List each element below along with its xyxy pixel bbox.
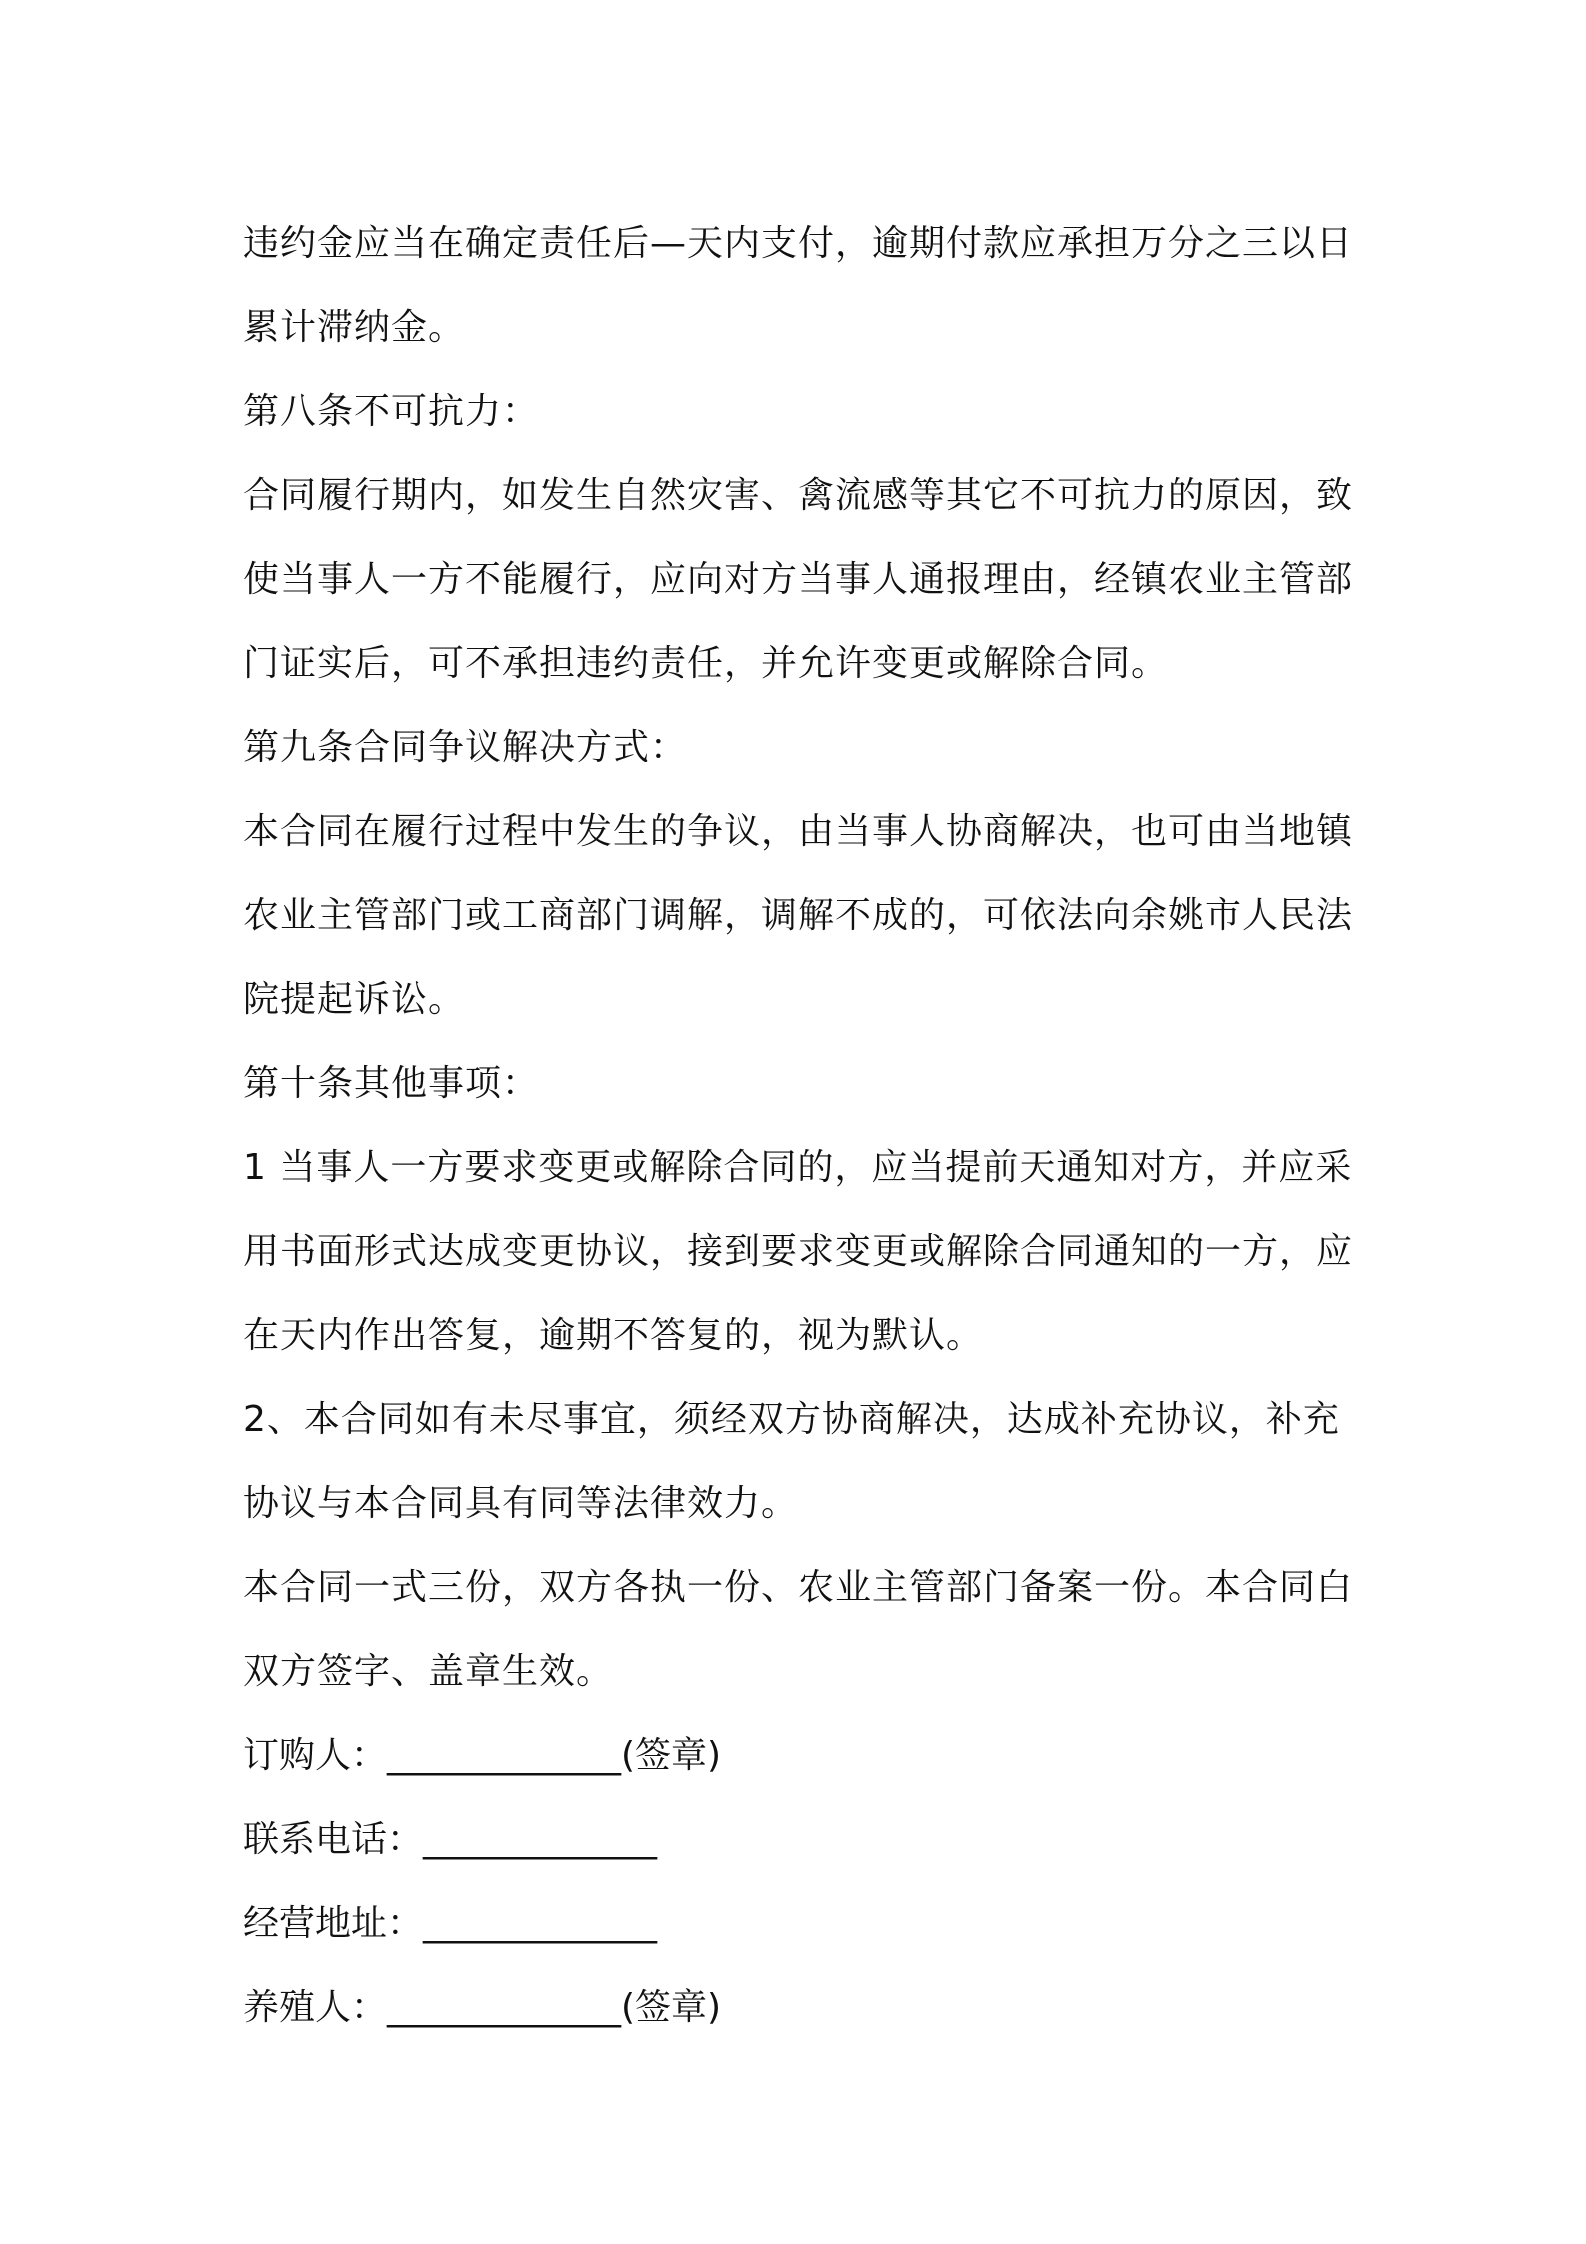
text-line: 用书面形式达成变更协议，接到要求变更或解除合同通知的一方，应: [243, 1231, 1354, 1272]
article-heading: 第十条其他事项：: [243, 1063, 540, 1104]
text-line: 合同履行期内，如发生自然灾害、禽流感等其它不可抗力的原因，致: [243, 475, 1354, 516]
text-line: 在天内作出答复，逾期不答复的，视为默认。: [243, 1315, 984, 1356]
text-line: 本合同一式三份，双方各执一份、农业主管部门备案一份。本合同白: [243, 1567, 1354, 1608]
text-line: 双方签字、盖章生效。: [243, 1651, 614, 1692]
article-heading: 第九条合同争议解决方式：: [243, 727, 688, 768]
contract-text: [243, 202, 1363, 2050]
text-line: 2、本合同如有未尽事宜，须经双方协商解决，达成补充协议，补充: [243, 1399, 1340, 1440]
text-line: 违约金应当在确定责任后—天内支付，逾期付款应承担万分之三以日: [243, 223, 1354, 264]
text-line: 院提起诉讼。: [243, 979, 466, 1020]
text-line: 协议与本合同具有同等法律效力。: [243, 1483, 799, 1524]
article-heading: 第八条不可抗力：: [243, 391, 540, 432]
text-line: 使当事人一方不能履行，应向对方当事人通报理由，经镇农业主管部: [243, 559, 1354, 600]
signature-field-purchaser: 订购人：_____________(签章): [243, 1735, 722, 1776]
signature-field-breeder: 养殖人：_____________(签章): [243, 1987, 722, 2028]
text-line: 累计滞纳金。: [243, 307, 466, 348]
text-line: 本合同在履行过程中发生的争议，由当事人协商解决，也可由当地镇: [243, 811, 1354, 852]
text-line: 门证实后，可不承担违约责任，并允许变更或解除合同。: [243, 643, 1169, 684]
text-line: 1 当事人一方要求变更或解除合同的，应当提前天通知对方，并应采: [243, 1147, 1353, 1188]
text-line: 农业主管部门或工商部门调解，调解不成的，可依法向余姚市人民法: [243, 895, 1354, 936]
signature-field-address: 经营地址：_____________: [243, 1903, 658, 1944]
signature-field-phone: 联系电话：_____________: [243, 1819, 658, 1860]
